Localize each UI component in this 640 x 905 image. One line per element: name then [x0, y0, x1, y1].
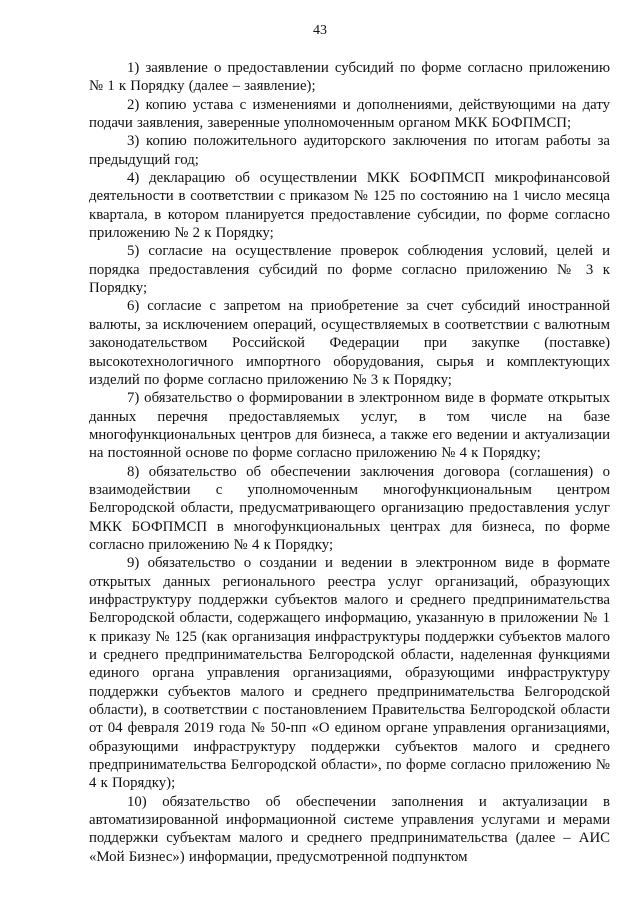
list-item-9: 9) обязательство о создании и ведении в электронном виде в формате открытых данных регионального реестра услуг организаций, образующих инфраструктуру поддержки субъектов малого и среднего предпринимательства Белгородской области, содержащего информацию, указанную в приложении № 1 к приказу № 125 (как организация инфраструктуры поддержки субъектов малого и среднего предпринимательства Белгородской области, наделенная функциями единого органа управления организациями, образующими инфраструктуру поддержки субъектов малого и среднего предпринимательства Белгородской области), в соответствии с постановлением Правительства Белгородской области от 04 февраля 2019 года № 50-пп «О едином органе управления организациями, образующими инфраструктуру поддержки субъектов малого и среднего предпринимательства Белгородской области», по форме согласно приложению № 4 к Порядку);: [89, 555, 610, 792]
page-number: 43: [313, 23, 327, 38]
list-item-3: 3) копию положительного аудиторского заключения по итогам работы за предыдущий год;: [89, 133, 610, 168]
document-body: [89, 59, 610, 866]
list-item-1: 1) заявление о предоставлении субсидий по форме согласно приложению № 1 к Порядку (далее – заявление);: [89, 60, 610, 95]
list-item-7: 7) обязательство о формировании в электронном виде в формате открытых данных перечня предоставляемых услуг, в том числе на базе многофункциональных центров для бизнеса, а также его ведении и актуализации на постоянной основе по форме согласно приложению № 4 к Порядку;: [89, 390, 610, 462]
list-item-4: 4) декларацию об осуществлении МКК БОФПМСП микрофинансовой деятельности в соответствии с приказом № 125 по состоянию на 1 число месяца квартала, в котором планируется предоставление субсидии, по форме согласно приложению № 2 к Порядку;: [89, 170, 610, 242]
list-item-2: 2) копию устава с изменениями и дополнениями, действующими на дату подачи заявления, заверенные уполномоченным органом МКК БОФПМСП;: [89, 96, 610, 132]
list-item-8: 8) обязательство об обеспечении заключения договора (соглашения) о взаимодействии с уполномоченным многофункциональным центром Белгородской области, предусматривающего организацию предоставления услуг МКК БОФПМСП в многофункциональных центрах для бизнеса, по форме согласно приложению № 4 к Порядку;: [89, 463, 610, 553]
list-item-10: 10) обязательство об обеспечении заполнения и актуализации в автоматизированной информационной системе управления услугами и мерами поддержки субъектам малого и среднего предпринимательства (далее – АИС «Мой Бизнес») информации, предусмотренной подпунктом: [89, 793, 610, 865]
list-item-5: 5) согласие на осуществление проверок соблюдения условий, целей и порядка предоставления субсидий по форме согласно приложению № 3 к Порядку;: [89, 243, 610, 297]
list-item-6: 6) согласие с запретом на приобретение за счет субсидий иностранной валюты, за исключением операций, осуществляемых в соответствии с валютным законодательством Российской Федерации при закупке (поставке) высокотехнологичного импортного оборудования, сырья и комплектующих изделий по форме согласно приложению № 3 к Порядку;: [89, 298, 610, 388]
